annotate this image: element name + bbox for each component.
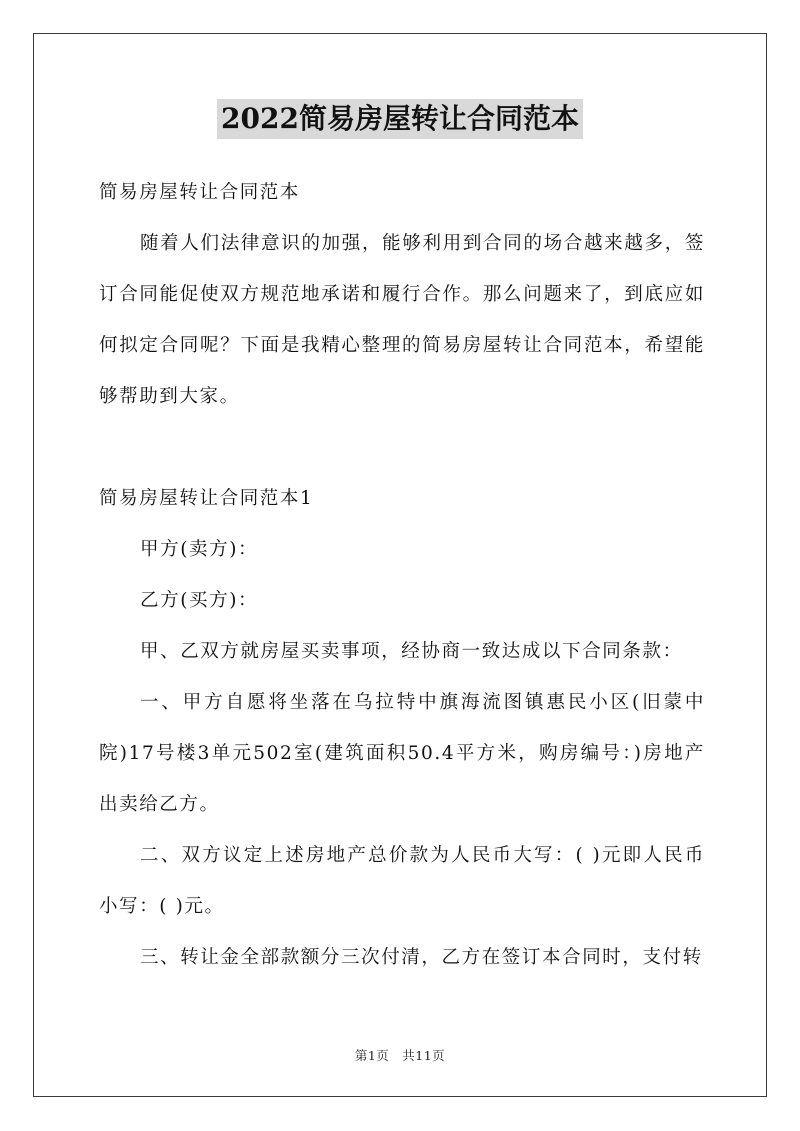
party-b-line: 乙方(买方)： [140, 590, 259, 611]
contract-heading: 简易房屋转让合同范本1 [99, 488, 314, 509]
title-container [0, 99, 800, 139]
intro-paragraph: 随着人们法律意识的加强，能够利用到合同的场合越来越多，签订合同能促使双方规范地承诺和履行合作。那么问题来了，到底应如何拟定合同呢？下面是我精心整理的简易房屋转让合同范本，希望能够帮助到大家。 [99, 233, 705, 407]
clause-1: 一、甲方自愿将坐落在乌拉特中旗海流图镇惠民小区(旧蒙中院)17号楼3单元502室(建筑面积50.4平方米，购房编号：)房地产出卖给乙方。 [99, 692, 705, 815]
party-a-line: 甲方(卖方)： [140, 539, 259, 560]
document-body [99, 167, 705, 983]
blank-line [99, 422, 705, 473]
document-title: 2022简易房屋转让合同范本 [217, 99, 583, 139]
agreement-paragraph: 甲、乙双方就房屋买卖事项，经协商一致达成以下合同条款： [140, 641, 683, 662]
clause-2: 二、双方议定上述房地产总价款为人民币大写：( )元即人民币小写：( )元。 [99, 845, 705, 917]
page-footer: 第1页 共11页 [354, 1048, 446, 1063]
clause-3: 三、转让金全部款额分三次付清，乙方在签订本合同时，支付转 [140, 947, 703, 968]
section-heading: 简易房屋转让合同范本 [99, 182, 301, 203]
